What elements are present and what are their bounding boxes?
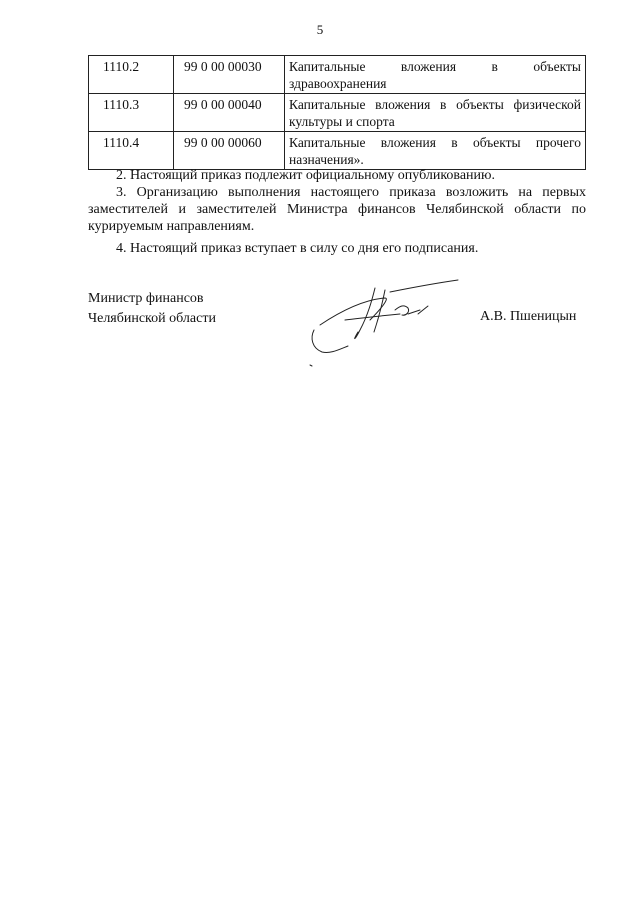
- row-description-line2: назначения».: [289, 152, 364, 167]
- row-kbk: 99 0 00 00040: [174, 94, 285, 132]
- table-row: [89, 132, 586, 170]
- signatory-title-line1: Министр финансов: [88, 291, 204, 306]
- page-number: 5: [316, 22, 324, 37]
- handwritten-signature: [300, 270, 470, 370]
- row-description-line1: Капитальные вложения в объекты прочего: [289, 135, 581, 150]
- row-description-line1: Капитальные вложения в объекты: [289, 59, 581, 74]
- signatory-name: А.В. Пшеницын: [480, 309, 577, 324]
- row-code: 1110.4: [89, 132, 174, 170]
- paragraph-3: [88, 184, 586, 235]
- paragraph-4: 4. Настоящий приказ вступает в силу со дня его подписания.: [116, 241, 479, 256]
- table-row: [89, 94, 586, 132]
- row-kbk: 99 0 00 00060: [174, 132, 285, 170]
- row-description: [285, 56, 586, 94]
- paragraph-2: 2. Настоящий приказ подлежит официальному опубликованию.: [116, 168, 495, 183]
- paragraph-3-line1: 3. Организацию выполнения настоящего приказа возложить на первых: [116, 185, 586, 200]
- row-description: [285, 132, 586, 170]
- table-row: [89, 56, 586, 94]
- row-code: 1110.2: [89, 56, 174, 94]
- paragraph-3-line3: курируемым направлениям.: [88, 219, 255, 234]
- budget-codes-table: [88, 55, 586, 170]
- row-description-line1: Капитальные вложения в объекты физической: [289, 97, 581, 112]
- signatory-title-line2: Челябинской области: [88, 311, 216, 326]
- row-description-line2: культуры и спорта: [289, 114, 395, 129]
- row-description: [285, 94, 586, 132]
- row-description-line2: здравоохранения: [289, 76, 387, 91]
- row-code: 1110.3: [89, 94, 174, 132]
- signatory-title: [88, 289, 216, 329]
- paragraph-3-line2: заместителей и заместителей Министра финансов Челябинской области по: [88, 202, 586, 217]
- row-kbk: 99 0 00 00030: [174, 56, 285, 94]
